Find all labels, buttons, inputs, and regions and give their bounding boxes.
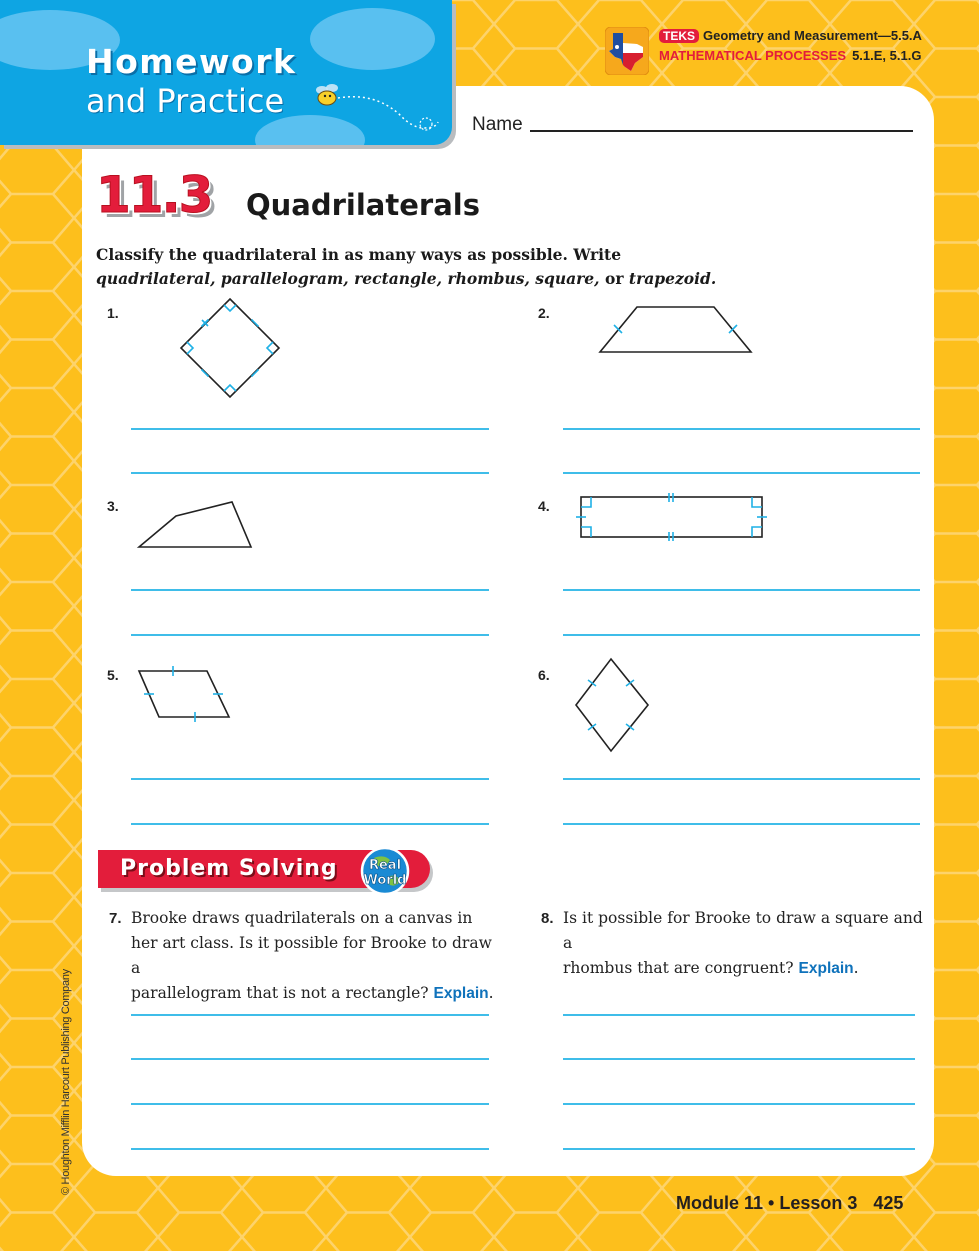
svg-text:World: World xyxy=(363,873,407,888)
question-number: 7. xyxy=(109,910,122,927)
answer-line[interactable] xyxy=(563,778,920,780)
explain-prompt: Explain xyxy=(433,985,489,1002)
module-lesson: Module 11 • Lesson 3 xyxy=(676,1193,858,1213)
math-processes-line xyxy=(659,48,921,63)
question-number: 8. xyxy=(541,910,554,927)
period: . xyxy=(853,959,859,977)
answer-line[interactable] xyxy=(563,589,920,591)
answer-line[interactable] xyxy=(131,634,489,636)
term-rectangle: rectangle, xyxy=(354,269,443,288)
banner-title: Homework xyxy=(86,42,297,81)
answer-line[interactable] xyxy=(563,1058,915,1060)
question-8 xyxy=(541,906,933,981)
rhombus-figure xyxy=(135,665,235,723)
exercise-number: 6. xyxy=(538,667,550,683)
question-text-line xyxy=(563,956,933,981)
question-text: parallelogram that is not a rectangle? xyxy=(131,984,429,1002)
instructions xyxy=(96,243,716,291)
exercise-number: 4. xyxy=(538,498,550,514)
answer-line[interactable] xyxy=(131,778,489,780)
answer-line[interactable] xyxy=(131,1014,489,1016)
exercise-number: 3. xyxy=(107,498,119,514)
answer-line[interactable] xyxy=(563,1014,915,1016)
homework-banner xyxy=(0,0,452,145)
answer-line[interactable] xyxy=(131,472,489,474)
answer-line[interactable] xyxy=(131,428,489,430)
lesson-title: Quadrilaterals xyxy=(246,188,480,222)
answer-line[interactable] xyxy=(563,1148,915,1150)
term-quadrilateral: quadrilateral, xyxy=(96,269,216,288)
question-text-line: her art class. Is it possible for Brooke to draw a xyxy=(131,934,492,977)
exercise-number: 2. xyxy=(538,305,550,321)
exercise-number: 1. xyxy=(107,305,119,321)
term-trapezoid: trapezoid. xyxy=(628,269,717,288)
real-world-globe-icon xyxy=(360,846,410,896)
square-figure xyxy=(178,296,282,400)
problem-solving-label: Problem Solving xyxy=(120,856,338,881)
copyright-notice: © Houghton Mifflin Harcourt Publishing Company xyxy=(60,969,72,1195)
page-number: 425 xyxy=(873,1193,904,1213)
problem-solving-banner xyxy=(98,850,443,896)
rectangle-figure xyxy=(575,493,771,543)
answer-line[interactable] xyxy=(131,1148,489,1150)
question-text: rhombus that are congruent? xyxy=(563,959,794,977)
teks-standard: Geometry and Measurement—5.5.A xyxy=(703,28,922,43)
instructions-line1: Classify the quadrilateral in as many ways as possible. Write xyxy=(96,245,622,264)
answer-line[interactable] xyxy=(563,634,920,636)
answer-line[interactable] xyxy=(131,1058,489,1060)
math-processes-codes: 5.1.E, 5.1.G xyxy=(852,48,922,63)
bee-icon xyxy=(314,84,444,144)
teks-standard-line xyxy=(659,28,922,43)
period: . xyxy=(488,984,494,1002)
term-square: square, xyxy=(535,269,600,288)
answer-line[interactable] xyxy=(563,428,920,430)
term-parallelogram: parallelogram, xyxy=(220,269,349,288)
question-text-line: Brooke draws quadrilaterals on a canvas in xyxy=(131,909,473,927)
question-text-line xyxy=(131,981,501,1006)
quadrilateral-figure xyxy=(136,500,256,550)
lesson-number: 11.3 xyxy=(96,166,212,224)
term-rhombus: rhombus, xyxy=(447,269,530,288)
teks-badge: TEKS xyxy=(659,29,699,43)
banner-subtitle: and Practice xyxy=(86,82,285,120)
svg-text:Real: Real xyxy=(368,858,402,873)
term-or: or xyxy=(604,269,624,288)
exercise-number: 5. xyxy=(107,667,119,683)
question-text-line: Is it possible for Brooke to draw a square and a xyxy=(563,909,923,952)
answer-line[interactable] xyxy=(563,1103,915,1105)
answer-line[interactable] xyxy=(563,472,920,474)
page-footer xyxy=(676,1193,903,1214)
trapezoid-figure xyxy=(597,305,755,355)
cloud-decoration xyxy=(310,8,435,70)
name-input-line[interactable] xyxy=(530,130,913,132)
math-processes-label: MATHEMATICAL PROCESSES xyxy=(659,48,847,63)
instructions-line2 xyxy=(96,267,716,291)
answer-line[interactable] xyxy=(131,589,489,591)
question-7 xyxy=(109,906,501,1006)
answer-line[interactable] xyxy=(131,823,489,825)
texas-flag-icon xyxy=(605,27,649,75)
answer-line[interactable] xyxy=(563,823,920,825)
explain-prompt: Explain xyxy=(798,960,854,977)
answer-line[interactable] xyxy=(131,1103,489,1105)
name-label: Name xyxy=(472,114,523,135)
rhombus-figure xyxy=(573,656,651,754)
